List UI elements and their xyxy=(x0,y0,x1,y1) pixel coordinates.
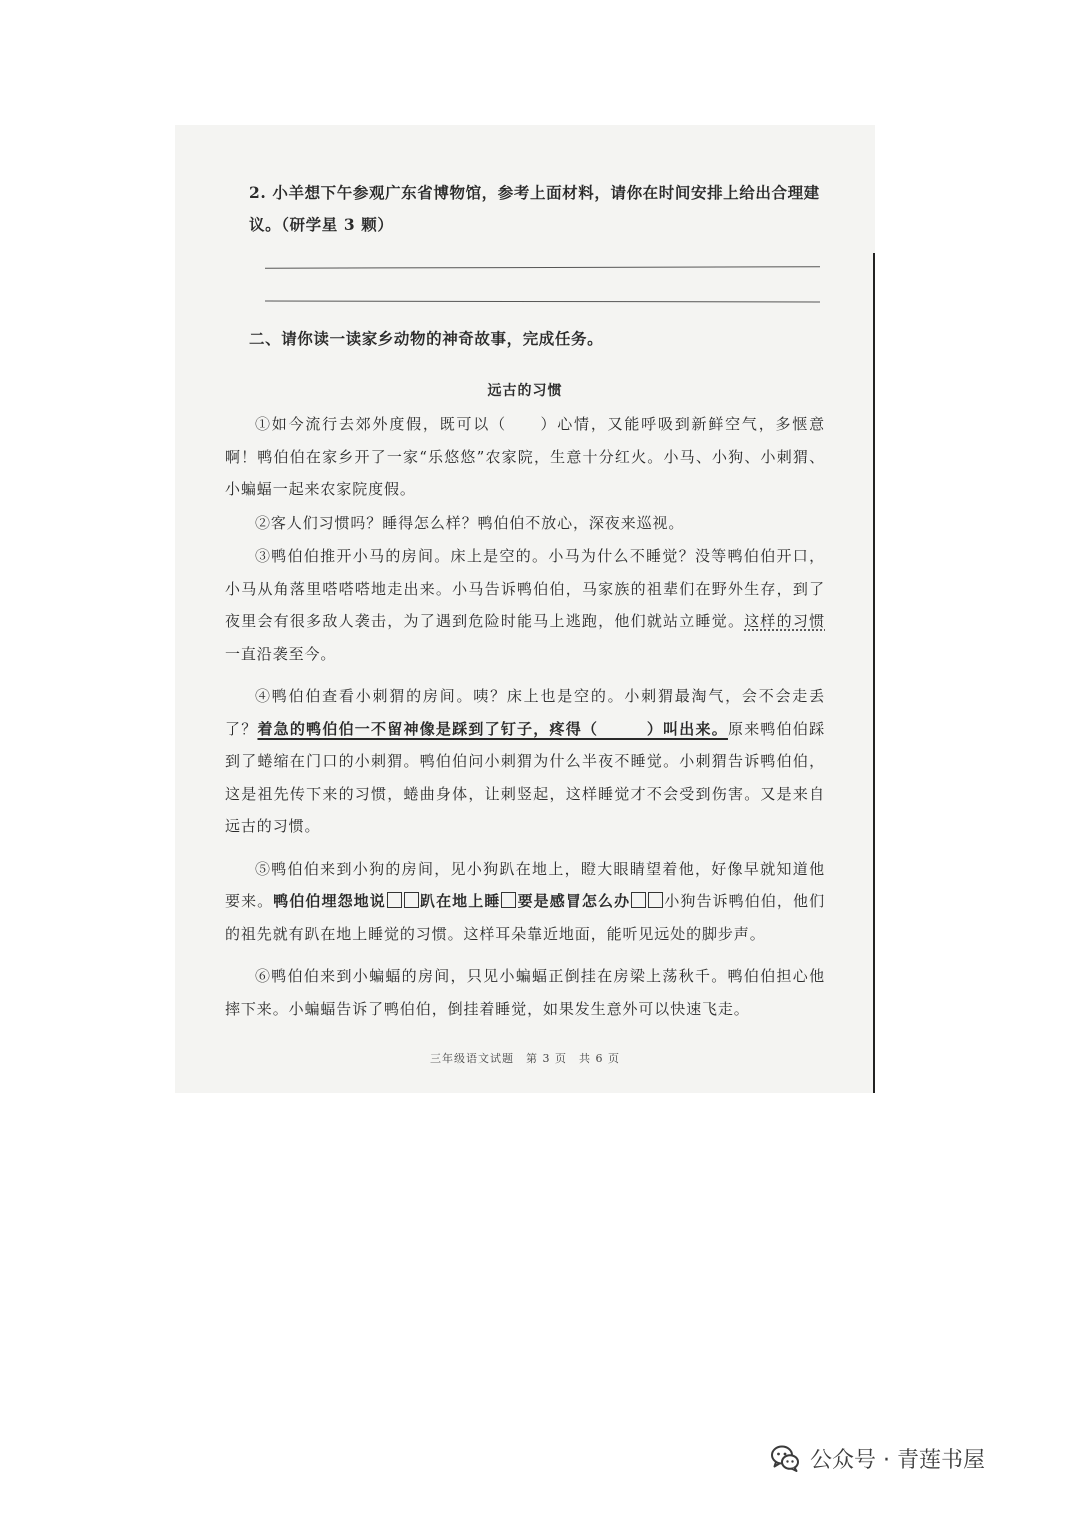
punctuation-box-2[interactable] xyxy=(404,892,419,908)
punctuation-box-3[interactable] xyxy=(501,892,516,908)
question-2: 2. 小羊想下午参观广东省博物馆，参考上面材料，请你在时间安排上给出合理建议。（研学星 3 颗） xyxy=(249,183,820,234)
punctuation-box-4[interactable] xyxy=(631,892,646,908)
paragraph-4-start: ④鸭伯伯查看小刺猬的房间。咦？床上也是空的。小刺猬最淘气，会不会走丢了？ xyxy=(225,687,825,738)
watermark xyxy=(770,1438,985,1478)
paragraph-3-dotted-phrase: 这样的习惯 xyxy=(744,612,825,630)
paragraph-5-bold-3: 要是感冒怎么办 xyxy=(517,892,631,910)
paragraph-5 xyxy=(225,853,825,951)
wechat-icon xyxy=(770,1443,800,1473)
paragraph-4-underlined-sentence[interactable]: 着急的鸭伯伯一不留神像是踩到了钉子，疼得（ ）叫出来。 xyxy=(257,719,728,738)
story-body xyxy=(225,408,825,1025)
answer-line-2[interactable] xyxy=(265,301,820,303)
page-edge-shadow xyxy=(873,253,875,1093)
punctuation-box-5[interactable] xyxy=(648,892,663,908)
paragraph-4 xyxy=(225,680,825,843)
paragraph-3-end: 一直沿袭至今。 xyxy=(225,644,337,663)
paragraph-3 xyxy=(225,540,825,670)
page-footer: 三年级语文试题 第 3 页 共 6 页 xyxy=(430,1052,620,1065)
paragraph-4-end: 原来鸭伯伯踩到了蜷缩在门口的小刺猬。鸭伯伯问小刺猬为什么半夜不睡觉。小刺猬告诉鸭伯伯，这是祖先传下来的习惯，蜷曲身体，让刺竖起，这样睡觉才不会受到伤害。又是来自远古的习惯。 xyxy=(225,719,825,835)
section-2-heading: 二、请你读一读家乡动物的神奇故事，完成任务。 xyxy=(249,329,604,348)
paragraph-2: ②客人们习惯吗？睡得怎么样？鸭伯伯不放心，深夜来巡视。 xyxy=(255,513,685,532)
answer-line-1[interactable] xyxy=(265,266,820,268)
punctuation-box-1[interactable] xyxy=(387,892,402,908)
story-title: 远古的习惯 xyxy=(487,383,563,399)
paragraph-5-bold-2: 趴在地上睡 xyxy=(419,892,501,910)
paragraph-5-end: 小狗告诉鸭伯伯，他们的祖先就有趴在地上睡觉的习惯。这样耳朵靠近地面，能听见远处的脚步声。 xyxy=(225,892,825,943)
paragraph-5-bold-1: 鸭伯伯埋怨地说 xyxy=(273,892,386,910)
paragraph-3-main: ③鸭伯伯推开小马的房间。床上是空的。小马为什么不睡觉？没等鸭伯伯开口，小马从角落里嗒嗒嗒地走出来。小马告诉鸭伯伯，马家族的祖辈们在野外生存，到了夜里会有很多敌人袭击，为了遇到危险时能马上逃跑，他们就站立睡觉。 xyxy=(225,547,825,630)
paragraph-6: ⑥鸭伯伯来到小蝙蝠的房间，只见小蝙蝠正倒挂在房梁上荡秋千。鸭伯伯担心他摔下来。小蝙蝠告诉了鸭伯伯，倒挂着睡觉，如果发生意外可以快速飞走。 xyxy=(225,967,825,1018)
watermark-text: 公众号 · 青莲书屋 xyxy=(810,1447,985,1473)
scanned-exam-page xyxy=(175,125,875,1093)
paragraph-5-start: ⑤鸭伯伯来到小狗的房间，见小狗趴在地上，瞪大眼睛望着他，好像早就知道他要来。 xyxy=(225,859,825,910)
paragraph-1: ①如今流行去郊外度假，既可以（ ）心情，又能呼吸到新鲜空气，多惬意啊！鸭伯伯在家乡开了一家“乐悠悠”农家院，生意十分红火。小马、小狗、小刺猬、小蝙蝠一起来农家院度假。 xyxy=(225,415,825,498)
